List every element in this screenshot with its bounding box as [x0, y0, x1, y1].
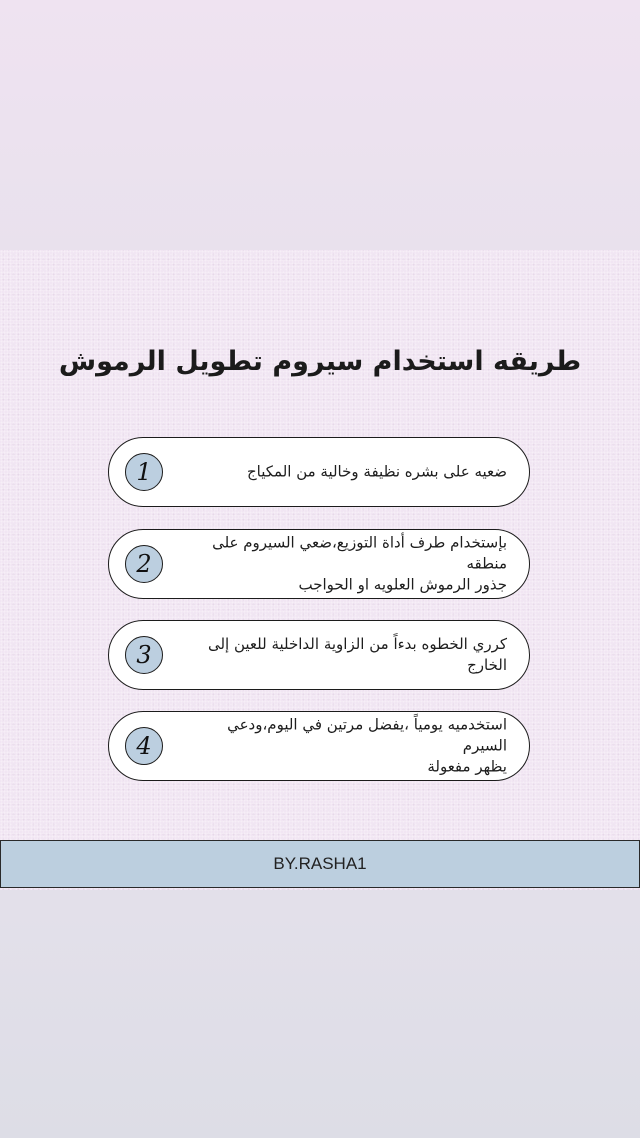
step-item-2	[108, 529, 530, 599]
step-text: استخدميه يومياً ،يفضل مرتين في اليوم،ودعي السيرم يظهر مفعولة	[227, 715, 507, 776]
step-text: بإستخدام طرف أداة التوزيع،ضعي السيروم على منطقه جذور الرموش العلويه او الحواجب	[212, 533, 507, 594]
step-number-badge: 4	[125, 727, 163, 765]
content-card	[0, 250, 640, 890]
author-footer: BY.RASHA1	[0, 840, 640, 888]
page-title: طريقه استخدام سيروم تطويل الرموش	[58, 346, 582, 377]
step-number-badge: 1	[125, 453, 163, 491]
step-item-3	[108, 620, 530, 690]
step-text: كرري الخطوه بدءاً من الزاوية الداخلية للعين إلى الخارج	[207, 635, 507, 674]
step-number-badge: 2	[125, 545, 163, 583]
top-background	[0, 0, 640, 250]
step-text: ضعيه على بشره نظيفة وخالية من المكياج	[246, 462, 507, 481]
step-item-4	[108, 711, 530, 781]
step-number-badge: 3	[125, 636, 163, 674]
step-item-1	[108, 437, 530, 507]
